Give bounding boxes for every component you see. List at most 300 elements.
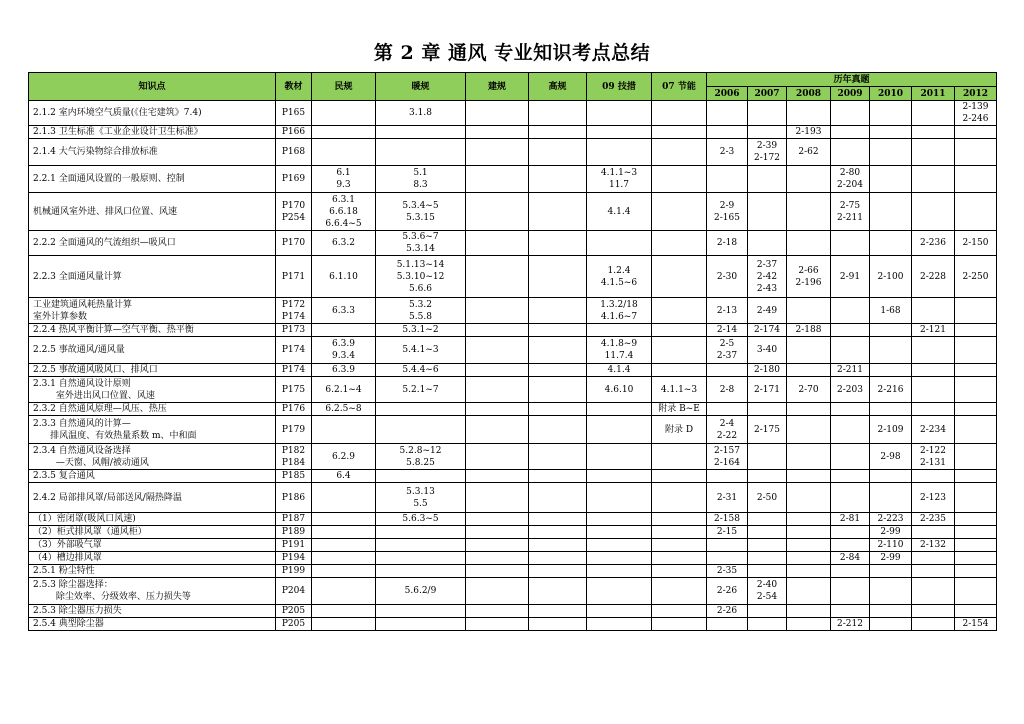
topic-cell <box>29 377 276 403</box>
cell-line: 2-81 <box>839 514 861 524</box>
cell-line: P205 <box>281 606 306 616</box>
cell-line: 2-30 <box>716 271 738 282</box>
exam-2011-cell <box>912 139 955 166</box>
table-row <box>29 470 997 483</box>
table-row <box>29 539 997 552</box>
exam-2011-cell <box>912 377 955 403</box>
exam-2008-cell <box>787 193 831 231</box>
exam-2008-cell <box>787 324 831 337</box>
exam-2010-cell <box>870 618 912 631</box>
exam-2008-cell <box>787 166 831 193</box>
cell-line: 6.2.5~8 <box>325 404 362 414</box>
cell-line: P170 <box>281 238 306 248</box>
table-row <box>29 377 997 403</box>
energy07-cell <box>652 416 707 444</box>
header-year: 2010 <box>870 87 912 101</box>
cell-line: 2-150 <box>962 238 989 248</box>
header-year: 2012 <box>955 87 997 101</box>
exam-2006-cell <box>707 539 748 552</box>
exam-2008-cell <box>787 444 831 470</box>
cell-line: 5.3.2 <box>409 299 432 310</box>
cell-line: 6.2.1~4 <box>325 384 362 395</box>
exam-2011-cell <box>912 166 955 193</box>
header-year: 2011 <box>912 87 955 101</box>
cell-line: 3.1.8 <box>409 108 432 118</box>
minfeng-cell <box>312 470 376 483</box>
nuangui-cell <box>376 444 466 470</box>
cell-line: 2-234 <box>920 424 946 435</box>
exam-2011-cell <box>912 552 955 565</box>
cell-line: 2-80 <box>839 168 861 178</box>
cell-line: 2-171 <box>754 384 780 395</box>
exam-2008-cell <box>787 513 831 526</box>
exam-2011-cell <box>912 126 955 139</box>
exam-2009-cell <box>831 231 870 256</box>
tech09-cell <box>587 470 652 483</box>
exam-2010-cell <box>870 364 912 377</box>
exam-2010-cell <box>870 483 912 513</box>
cell-line: 2-158 <box>714 514 740 524</box>
cell-line: 2-228 <box>920 271 946 282</box>
cell-line: 2-18 <box>716 238 738 248</box>
exam-2010-cell <box>870 578 912 605</box>
cell-line: 2-91 <box>839 271 861 282</box>
energy07-cell <box>652 565 707 578</box>
cell-line: 2.3.3 自然通风的计算— <box>33 418 131 429</box>
textbook-page-cell <box>276 364 312 377</box>
cell-line: 2-37 <box>756 259 778 270</box>
topic-cell <box>29 298 276 324</box>
gaogui-cell <box>529 552 587 565</box>
exam-2011-cell <box>912 231 955 256</box>
cell-line: 2-196 <box>795 277 822 288</box>
exam-2009-cell <box>831 470 870 483</box>
exam-2008-cell <box>787 605 831 618</box>
exam-2011-cell <box>912 605 955 618</box>
exam-2010-cell <box>870 231 912 256</box>
exam-2012-cell <box>955 139 997 166</box>
cell-line: 6.6.4~5 <box>325 218 362 229</box>
nuangui-cell <box>376 231 466 256</box>
cell-line: 4.1.6~7 <box>600 311 638 322</box>
cell-line: 4.1.1~3 <box>660 384 698 395</box>
minfeng-cell <box>312 416 376 444</box>
jiangui-cell <box>466 539 529 552</box>
cell-line: 11.7.4 <box>604 351 634 361</box>
tech09-cell <box>587 444 652 470</box>
cell-line: 2-35 <box>716 566 738 576</box>
exam-2010-cell <box>870 166 912 193</box>
cell-line: 2-121 <box>920 325 946 335</box>
cell-line: 2-99 <box>880 553 901 563</box>
exam-2009-cell <box>831 101 870 126</box>
nuangui-cell <box>376 605 466 618</box>
topic-cell <box>29 470 276 483</box>
exam-2012-cell <box>955 377 997 403</box>
topic-cell <box>29 416 276 444</box>
exam-2009-cell <box>831 526 870 539</box>
textbook-page-cell <box>276 377 312 403</box>
cell-line: 5.3.14 <box>406 244 435 254</box>
cell-line: 附录 D <box>664 424 694 435</box>
exam-2012-cell <box>955 444 997 470</box>
cell-line: 2-132 <box>920 540 946 550</box>
cell-line: 2-175 <box>754 424 780 435</box>
exam-2007-cell <box>748 416 787 444</box>
exam-2011-cell <box>912 618 955 631</box>
cell-line: P172 <box>281 299 306 310</box>
table-row <box>29 364 997 377</box>
gaogui-cell <box>529 539 587 552</box>
nuangui-cell <box>376 166 466 193</box>
cell-line: 6.3.2 <box>332 238 355 248</box>
tech09-cell <box>587 526 652 539</box>
gaogui-cell <box>529 513 587 526</box>
minfeng-cell <box>312 578 376 605</box>
textbook-page-cell <box>276 337 312 364</box>
cell-line: P174 <box>281 311 306 322</box>
gaogui-cell <box>529 337 587 364</box>
cell-line: P189 <box>281 527 306 537</box>
nuangui-cell <box>376 377 466 403</box>
gaogui-cell <box>529 298 587 324</box>
exam-2010-cell <box>870 444 912 470</box>
topic-cell <box>29 403 276 416</box>
topic-cell <box>29 618 276 631</box>
topic-cell <box>29 231 276 256</box>
jiangui-cell <box>466 324 529 337</box>
tech09-cell <box>587 298 652 324</box>
topic-cell <box>29 513 276 526</box>
cell-line: 2-22 <box>716 430 738 441</box>
exam-2009-cell <box>831 324 870 337</box>
tech09-cell <box>587 231 652 256</box>
jiangui-cell <box>466 231 529 256</box>
energy07-cell <box>652 377 707 403</box>
cell-line: 5.3.15 <box>406 212 435 223</box>
exam-2006-cell <box>707 231 748 256</box>
cell-line: 5.1.13~14 <box>396 259 445 270</box>
exam-2008-cell <box>787 231 831 256</box>
exam-2007-cell <box>748 605 787 618</box>
table-row <box>29 513 997 526</box>
exam-2006-cell <box>707 618 748 631</box>
exam-2008-cell <box>787 526 831 539</box>
table-row <box>29 256 997 298</box>
exam-2012-cell <box>955 539 997 552</box>
cell-line: P186 <box>281 492 306 503</box>
exam-2011-cell <box>912 364 955 377</box>
header-nuangui: 暖规 <box>376 73 466 101</box>
cell-line: 4.1.1~3 <box>600 168 638 178</box>
energy07-cell <box>652 605 707 618</box>
jiangui-cell <box>466 403 529 416</box>
exam-2011-cell <box>912 403 955 416</box>
table-row <box>29 483 997 513</box>
textbook-page-cell <box>276 605 312 618</box>
cell-line: 附录 B~E <box>658 404 700 414</box>
cell-line: 2-211 <box>837 365 863 375</box>
exam-2011-cell <box>912 513 955 526</box>
cell-line: 室外进出风口位置、风速 <box>33 390 155 401</box>
nuangui-cell <box>376 578 466 605</box>
tech09-cell <box>587 578 652 605</box>
exam-2006-cell <box>707 444 748 470</box>
cell-line: 6.3.3 <box>332 305 355 316</box>
exam-2009-cell <box>831 337 870 364</box>
gaogui-cell <box>529 444 587 470</box>
exam-2007-cell <box>748 578 787 605</box>
jiangui-cell <box>466 101 529 126</box>
textbook-page-cell <box>276 166 312 193</box>
cell-line: 2-50 <box>756 492 778 503</box>
cell-line: 2.3.2 自然通风原理—风压、热压 <box>33 404 167 414</box>
exam-2006-cell <box>707 578 748 605</box>
cell-line: 2-9 <box>719 200 735 211</box>
exam-2011-cell <box>912 565 955 578</box>
table-row <box>29 101 997 126</box>
exam-2010-cell <box>870 139 912 166</box>
exam-2008-cell <box>787 403 831 416</box>
cell-line: P179 <box>281 424 306 435</box>
header-jiangui: 建规 <box>466 73 529 101</box>
exam-2012-cell <box>955 231 997 256</box>
cell-line: 2-98 <box>880 451 901 462</box>
cell-line: 2-99 <box>880 527 901 537</box>
nuangui-cell <box>376 470 466 483</box>
minfeng-cell <box>312 256 376 298</box>
textbook-page-cell <box>276 513 312 526</box>
cell-line: 2.4.2 局部排风罩/局部送风/隔热降温 <box>33 492 182 503</box>
energy07-cell <box>652 298 707 324</box>
textbook-page-cell <box>276 526 312 539</box>
energy07-cell <box>652 337 707 364</box>
gaogui-cell <box>529 231 587 256</box>
cell-line: 2-216 <box>877 384 904 395</box>
exam-2008-cell <box>787 377 831 403</box>
energy07-cell <box>652 552 707 565</box>
textbook-page-cell <box>276 578 312 605</box>
energy07-cell <box>652 470 707 483</box>
cell-line: P199 <box>281 566 306 576</box>
exam-2012-cell <box>955 565 997 578</box>
exam-2009-cell <box>831 166 870 193</box>
cell-line: 5.6.3~5 <box>402 514 439 524</box>
cell-line: 2-13 <box>716 305 738 316</box>
exam-2006-cell <box>707 337 748 364</box>
exam-2007-cell <box>748 126 787 139</box>
exam-2008-cell <box>787 126 831 139</box>
exam-2009-cell <box>831 483 870 513</box>
exam-2009-cell <box>831 193 870 231</box>
exam-2011-cell <box>912 470 955 483</box>
tech09-cell <box>587 166 652 193</box>
minfeng-cell <box>312 552 376 565</box>
cell-line: 2.5.3 除尘器压力损失 <box>33 606 122 616</box>
textbook-page-cell <box>276 231 312 256</box>
exam-2010-cell <box>870 470 912 483</box>
jiangui-cell <box>466 337 529 364</box>
topic-cell <box>29 444 276 470</box>
exam-2006-cell <box>707 324 748 337</box>
exam-2006-cell <box>707 256 748 298</box>
exam-2012-cell <box>955 513 997 526</box>
cell-line: 2-246 <box>962 114 989 124</box>
cell-line: 2.1.3 卫生标准《工业企业设计卫生标准》 <box>33 127 203 137</box>
tech09-cell <box>587 256 652 298</box>
table-row <box>29 337 997 364</box>
exam-2008-cell <box>787 337 831 364</box>
cell-line: 2-212 <box>837 619 863 629</box>
energy07-cell <box>652 526 707 539</box>
cell-line: 5.5.8 <box>409 311 432 322</box>
exam-2007-cell <box>748 526 787 539</box>
cell-line: 6.6.18 <box>329 206 358 217</box>
cell-line: 2-42 <box>756 271 778 282</box>
gaogui-cell <box>529 565 587 578</box>
exam-2006-cell <box>707 552 748 565</box>
exam-2006-cell <box>707 377 748 403</box>
nuangui-cell <box>376 618 466 631</box>
cell-line: P166 <box>281 127 306 137</box>
nuangui-cell <box>376 101 466 126</box>
gaogui-cell <box>529 193 587 231</box>
cell-line: 2.3.1 自然通风设计原则 <box>33 378 131 389</box>
topic-cell <box>29 526 276 539</box>
tech09-cell <box>587 364 652 377</box>
nuangui-cell <box>376 193 466 231</box>
energy07-cell <box>652 578 707 605</box>
cell-line: 2-122 <box>920 445 946 456</box>
nuangui-cell <box>376 364 466 377</box>
cell-line: P169 <box>281 174 306 184</box>
textbook-page-cell <box>276 618 312 631</box>
page-title: 第 2 章 通风 专业知识考点总结 <box>373 42 651 64</box>
exam-2007-cell <box>748 364 787 377</box>
energy07-cell <box>652 166 707 193</box>
exam-2007-cell <box>748 324 787 337</box>
jiangui-cell <box>466 364 529 377</box>
table-row <box>29 298 997 324</box>
exam-2007-cell <box>748 618 787 631</box>
tech09-cell <box>587 416 652 444</box>
exam-2010-cell <box>870 416 912 444</box>
cell-line: 2-110 <box>877 540 904 550</box>
table-body <box>29 101 997 631</box>
jiangui-cell <box>466 139 529 166</box>
textbook-page-cell <box>276 539 312 552</box>
tech09-cell <box>587 483 652 513</box>
exam-2011-cell <box>912 337 955 364</box>
table-row <box>29 605 997 618</box>
exam-2010-cell <box>870 565 912 578</box>
cell-line: 6.2.9 <box>332 451 355 462</box>
cell-line: 9.3 <box>336 180 351 190</box>
tech09-cell <box>587 513 652 526</box>
cell-line: 除尘效率、分级效率、压力损失等 <box>33 592 191 602</box>
cell-line: P184 <box>281 457 306 468</box>
jiangui-cell <box>466 526 529 539</box>
cell-line: 2-15 <box>716 527 738 537</box>
jiangui-cell <box>466 377 529 403</box>
exam-2012-cell <box>955 578 997 605</box>
cell-line: 2-236 <box>920 238 946 248</box>
cell-line: 2-4 <box>719 418 735 429</box>
energy07-cell <box>652 126 707 139</box>
cell-line: （1）密闭罩(吸风口风速) <box>33 514 136 524</box>
exam-2011-cell <box>912 324 955 337</box>
exam-2007-cell <box>748 256 787 298</box>
cell-line: 2-109 <box>877 424 904 435</box>
cell-line: 2-54 <box>756 592 778 602</box>
cell-line: P191 <box>281 540 306 550</box>
exam-2009-cell <box>831 513 870 526</box>
gaogui-cell <box>529 166 587 193</box>
minfeng-cell <box>312 377 376 403</box>
table-row <box>29 139 997 166</box>
topic-cell <box>29 193 276 231</box>
textbook-page-cell <box>276 101 312 126</box>
cell-line: 2-223 <box>877 514 904 524</box>
exam-2007-cell <box>748 513 787 526</box>
exam-2009-cell <box>831 416 870 444</box>
nuangui-cell <box>376 565 466 578</box>
cell-line: 2.2.2 全面通风的气流组织—吸风口 <box>33 238 176 248</box>
exam-2007-cell <box>748 193 787 231</box>
topic-cell <box>29 256 276 298</box>
table-row <box>29 231 997 256</box>
cell-line: 2.1.4 大气污染物综合排放标准 <box>33 147 158 157</box>
cell-line: 2-8 <box>719 384 735 395</box>
exam-2010-cell <box>870 193 912 231</box>
tech09-cell <box>587 101 652 126</box>
exam-2011-cell <box>912 539 955 552</box>
cell-line: 5.5 <box>413 498 428 509</box>
tech09-cell <box>587 126 652 139</box>
topic-cell <box>29 552 276 565</box>
nuangui-cell <box>376 324 466 337</box>
cell-line: 3-40 <box>756 345 778 355</box>
cell-line: 6.3.1 <box>332 194 355 205</box>
exam-2008-cell <box>787 256 831 298</box>
energy07-cell <box>652 139 707 166</box>
exam-2012-cell <box>955 166 997 193</box>
exam-2008-cell <box>787 483 831 513</box>
minfeng-cell <box>312 605 376 618</box>
cell-line: 4.6.10 <box>604 384 634 395</box>
cell-line: 2-5 <box>719 339 735 349</box>
gaogui-cell <box>529 470 587 483</box>
header-tech09: 09 技措 <box>587 73 652 101</box>
exam-2010-cell <box>870 552 912 565</box>
exam-2009-cell <box>831 377 870 403</box>
exam-2007-cell <box>748 337 787 364</box>
cell-line: P204 <box>281 586 306 596</box>
exam-2009-cell <box>831 565 870 578</box>
exam-2006-cell <box>707 166 748 193</box>
cell-line: 2.2.3 全面通风量计算 <box>33 271 122 282</box>
cell-line: P174 <box>281 365 306 375</box>
minfeng-cell <box>312 101 376 126</box>
exam-2010-cell <box>870 324 912 337</box>
header-year: 2006 <box>707 87 748 101</box>
gaogui-cell <box>529 526 587 539</box>
jiangui-cell <box>466 416 529 444</box>
cell-line: 5.3.10~12 <box>396 271 445 282</box>
cell-line: 2-26 <box>716 606 738 616</box>
exam-2009-cell <box>831 139 870 166</box>
nuangui-cell <box>376 126 466 139</box>
